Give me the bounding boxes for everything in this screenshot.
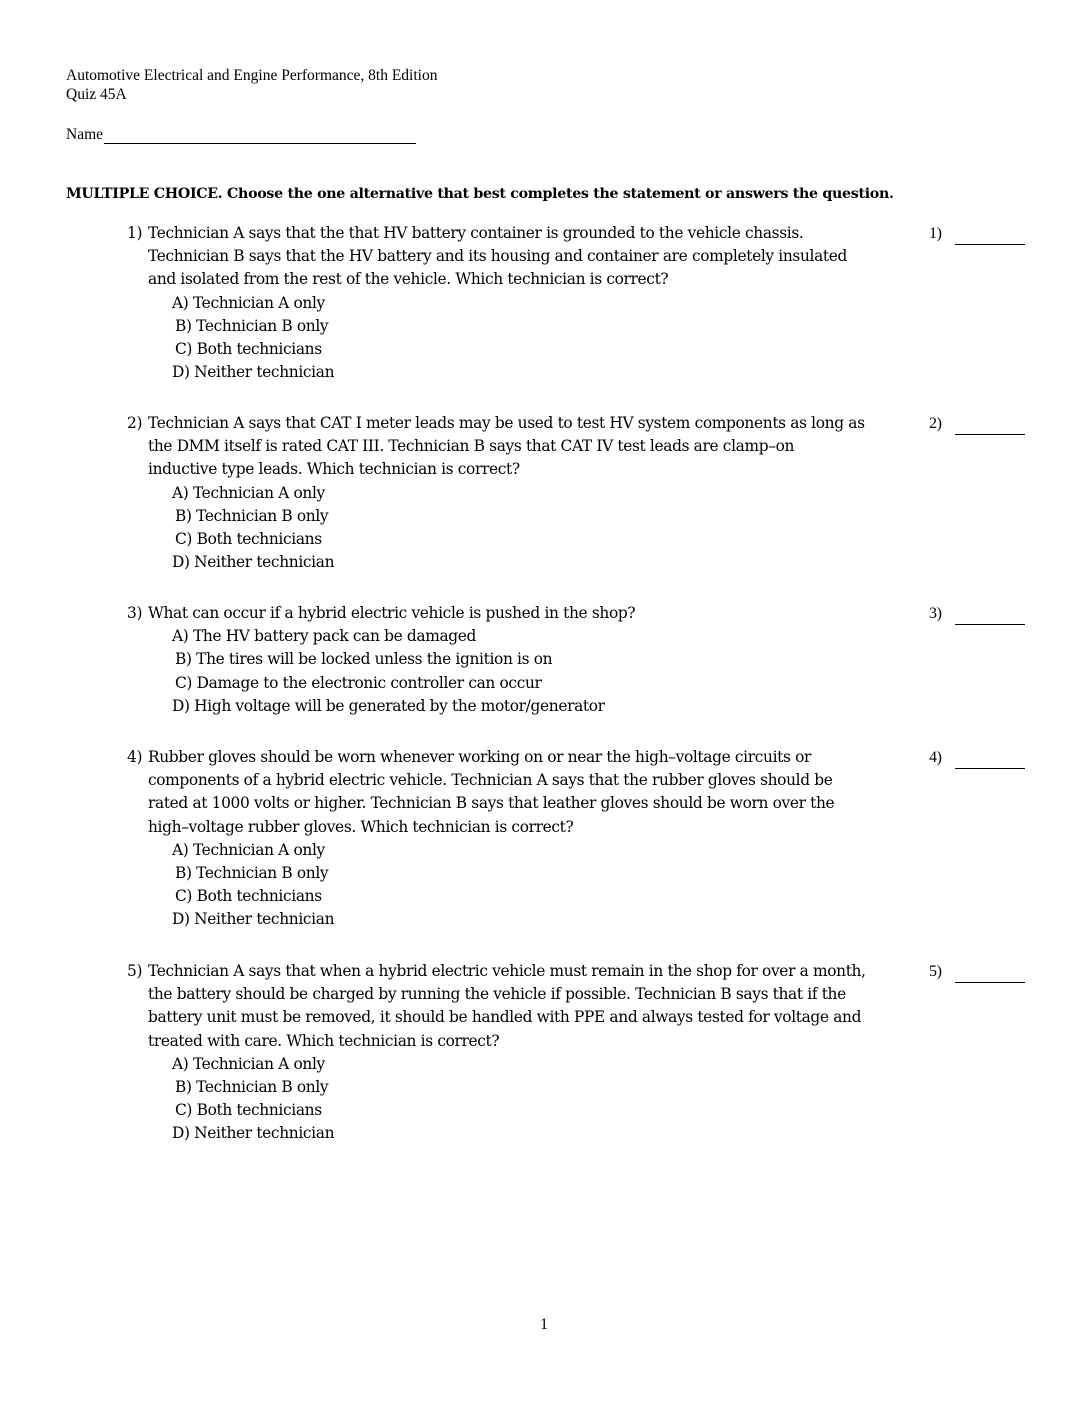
question-line: battery unit must be removed, it should be handled with PPE and always tested for voltage and — [148, 1008, 862, 1027]
quiz-title: Quiz 45A — [66, 86, 127, 103]
option-d[interactable]: D) Neither technician — [172, 910, 335, 929]
question-line: Technician B says that the HV battery and its housing and container are completely insulated — [148, 247, 848, 266]
question-line: the battery should be charged by running the vehicle if possible. Technician B says that if the — [148, 985, 846, 1004]
question-5 — [127, 960, 1027, 1146]
answer-options — [172, 1053, 1027, 1146]
option-b[interactable]: B) The tires will be locked unless the ignition is on — [175, 650, 553, 669]
question-text — [148, 412, 917, 482]
question-number: 5) — [127, 962, 143, 980]
question-2 — [127, 412, 1027, 574]
option-c[interactable]: C) Both technicians — [175, 1101, 322, 1120]
option-b[interactable]: B) Technician B only — [175, 506, 329, 525]
answer-blank[interactable] — [955, 420, 1025, 435]
answer-blank[interactable] — [955, 610, 1025, 625]
answer-slot — [929, 960, 1025, 983]
question-text — [148, 746, 917, 839]
book-title: Automotive Electrical and Engine Performance, 8th Edition — [66, 67, 438, 84]
answer-slot — [929, 602, 1025, 625]
answer-options — [172, 625, 1027, 718]
answer-blank[interactable] — [955, 230, 1025, 245]
question-line: rated at 1000 volts or higher. Technician B says that leather gloves should be worn over the — [148, 794, 835, 813]
question-line: Technician A says that when a hybrid electric vehicle must remain in the shop for over a month, — [148, 962, 866, 980]
option-a[interactable]: A) Technician A only — [172, 483, 325, 502]
question-text — [148, 222, 917, 292]
name-input-line[interactable] — [104, 126, 416, 144]
document-header — [66, 66, 437, 104]
question-line: and isolated from the rest of the vehicle. Which technician is correct? — [148, 270, 669, 289]
option-c[interactable]: C) Both technicians — [175, 530, 322, 549]
option-d[interactable]: D) Neither technician — [172, 363, 335, 382]
question-number: 2) — [127, 414, 143, 432]
section-instructions: MULTIPLE CHOICE. Choose the one alternative that best completes the statement or answers the question. — [66, 186, 894, 202]
question-line: Technician A says that the that HV battery container is grounded to the vehicle chassis. — [148, 224, 804, 242]
option-c[interactable]: C) Both technicians — [175, 340, 322, 359]
option-c[interactable]: C) Both technicians — [175, 887, 322, 906]
question-1 — [127, 222, 1027, 384]
question-text — [148, 960, 917, 1053]
option-d[interactable]: D) Neither technician — [172, 1124, 335, 1143]
option-d[interactable]: D) Neither technician — [172, 553, 335, 572]
question-4 — [127, 746, 1027, 932]
answer-options — [172, 482, 1027, 575]
question-line: components of a hybrid electric vehicle. Technician A says that the rubber gloves should be — [148, 771, 833, 790]
answer-blank[interactable] — [955, 754, 1025, 769]
option-b[interactable]: B) Technician B only — [175, 864, 329, 883]
option-c[interactable]: C) Damage to the electronic controller can occur — [175, 673, 542, 692]
question-number: 4) — [127, 748, 143, 766]
question-line: Technician A says that CAT I meter leads may be used to test HV system components as long as — [148, 414, 865, 432]
question-line: What can occur if a hybrid electric vehicle is pushed in the shop? — [148, 604, 636, 622]
option-b[interactable]: B) Technician B only — [175, 316, 329, 335]
answer-number: 1) — [929, 225, 942, 242]
option-b[interactable]: B) Technician B only — [175, 1078, 329, 1097]
answer-number: 2) — [929, 415, 942, 432]
question-3 — [127, 602, 1027, 718]
question-number: 3) — [127, 604, 143, 622]
name-label: Name — [66, 126, 104, 143]
answer-slot — [929, 746, 1025, 769]
answer-number: 5) — [929, 963, 942, 980]
question-line: Rubber gloves should be worn whenever working on or near the high–voltage circuits or — [148, 748, 811, 766]
option-a[interactable]: A) The HV battery pack can be damaged — [172, 627, 477, 646]
question-number: 1) — [127, 224, 143, 242]
option-a[interactable]: A) Technician A only — [172, 840, 325, 859]
question-line: high–voltage rubber gloves. Which technician is correct? — [148, 817, 574, 836]
option-d[interactable]: D) High voltage will be generated by the motor/generator — [172, 696, 605, 715]
answer-slot — [929, 222, 1025, 245]
question-line: inductive type leads. Which technician is correct? — [148, 460, 520, 479]
answer-options — [172, 839, 1027, 932]
option-a[interactable]: A) Technician A only — [172, 293, 325, 312]
page-number: 1 — [540, 1316, 548, 1333]
name-field-row — [66, 126, 416, 144]
answer-options — [172, 292, 1027, 385]
answer-number: 4) — [929, 749, 942, 766]
answer-slot — [929, 412, 1025, 435]
answer-number: 3) — [929, 605, 942, 622]
question-line: treated with care. Which technician is correct? — [148, 1031, 500, 1050]
question-text — [148, 602, 917, 625]
option-a[interactable]: A) Technician A only — [172, 1054, 325, 1073]
question-line: the DMM itself is rated CAT III. Technician B says that CAT IV test leads are clamp–on — [148, 437, 795, 456]
answer-blank[interactable] — [955, 968, 1025, 983]
